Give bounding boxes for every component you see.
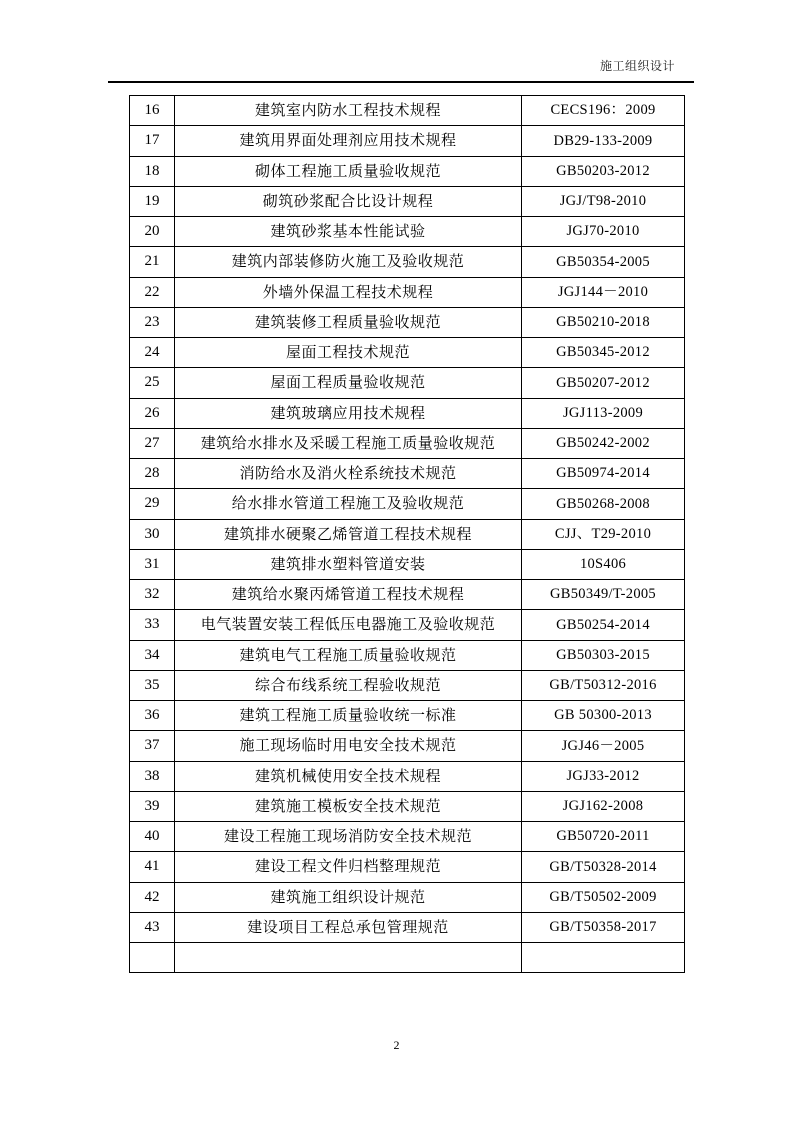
standard-name-cell: 消防给水及消火栓系统技术规范 [175, 459, 522, 489]
standard-name-cell: 建筑工程施工质量验收统一标准 [175, 701, 522, 731]
standard-code-cell: GB/T50312-2016 [522, 670, 685, 700]
row-number-cell: 34 [130, 640, 175, 670]
standard-name-cell: 建筑排水硬聚乙烯管道工程技术规程 [175, 519, 522, 549]
standard-name-cell: 建筑给水排水及采暖工程施工质量验收规范 [175, 428, 522, 458]
standard-name-cell: 建筑玻璃应用技术规程 [175, 398, 522, 428]
table-row [130, 186, 685, 216]
standard-code-cell: DB29-133-2009 [522, 126, 685, 156]
row-number-cell: 42 [130, 882, 175, 912]
row-number-cell: 27 [130, 428, 175, 458]
standard-code-cell: GB/T50502-2009 [522, 882, 685, 912]
table-row [130, 247, 685, 277]
standard-code-cell: GB50974-2014 [522, 459, 685, 489]
standard-code-cell: JGJ46－2005 [522, 731, 685, 761]
standard-name-cell: 建筑装修工程质量验收规范 [175, 307, 522, 337]
row-number-cell: 30 [130, 519, 175, 549]
row-number-cell: 17 [130, 126, 175, 156]
standard-code-cell: JGJ144－2010 [522, 277, 685, 307]
table-row [130, 670, 685, 700]
standard-code-cell: GB50210-2018 [522, 307, 685, 337]
table-row [130, 822, 685, 852]
standard-name-cell: 建筑施工组织设计规范 [175, 882, 522, 912]
standard-name-cell: 建筑电气工程施工质量验收规范 [175, 640, 522, 670]
row-number-cell: 24 [130, 338, 175, 368]
table-row [130, 368, 685, 398]
standard-name-cell: 给水排水管道工程施工及验收规范 [175, 489, 522, 519]
table-row [130, 761, 685, 791]
standard-code-cell: GB50203-2012 [522, 156, 685, 186]
standard-code-cell: CECS196：2009 [522, 96, 685, 126]
standard-name-cell: 砌体工程施工质量验收规范 [175, 156, 522, 186]
row-number-cell: 20 [130, 217, 175, 247]
standard-code-cell: GB50345-2012 [522, 338, 685, 368]
table-row [130, 428, 685, 458]
standard-code-cell: GB50207-2012 [522, 368, 685, 398]
standard-name-cell [175, 943, 522, 973]
standard-name-cell: 外墙外保温工程技术规程 [175, 277, 522, 307]
row-number-cell: 38 [130, 761, 175, 791]
standard-name-cell: 建设工程文件归档整理规范 [175, 852, 522, 882]
row-number-cell: 31 [130, 549, 175, 579]
standard-code-cell: GB50303-2015 [522, 640, 685, 670]
standard-code-cell: GB/T50358-2017 [522, 912, 685, 942]
standard-name-cell: 建筑给水聚丙烯管道工程技术规程 [175, 580, 522, 610]
row-number-cell: 33 [130, 610, 175, 640]
table-row [130, 126, 685, 156]
standard-name-cell: 电气装置安装工程低压电器施工及验收规范 [175, 610, 522, 640]
standard-code-cell: GB50268-2008 [522, 489, 685, 519]
table-row [130, 549, 685, 579]
table-row [130, 459, 685, 489]
standard-code-cell: GB50720-2011 [522, 822, 685, 852]
row-number-cell: 37 [130, 731, 175, 761]
row-number-cell: 39 [130, 791, 175, 821]
table-row [130, 852, 685, 882]
page-number: 2 [393, 1038, 400, 1052]
standard-code-cell: GB/T50328-2014 [522, 852, 685, 882]
table-row [130, 731, 685, 761]
standard-name-cell: 建筑砂浆基本性能试验 [175, 217, 522, 247]
row-number-cell: 21 [130, 247, 175, 277]
row-number-cell [130, 943, 175, 973]
row-number-cell: 23 [130, 307, 175, 337]
row-number-cell: 43 [130, 912, 175, 942]
standard-name-cell: 砌筑砂浆配合比设计规程 [175, 186, 522, 216]
standard-name-cell: 建设工程施工现场消防安全技术规范 [175, 822, 522, 852]
row-number-cell: 22 [130, 277, 175, 307]
standard-code-cell: 10S406 [522, 549, 685, 579]
standard-code-cell: GB50254-2014 [522, 610, 685, 640]
standard-name-cell: 建筑机械使用安全技术规程 [175, 761, 522, 791]
standard-code-cell: CJJ、T29-2010 [522, 519, 685, 549]
table-row [130, 640, 685, 670]
row-number-cell: 26 [130, 398, 175, 428]
row-number-cell: 16 [130, 96, 175, 126]
standard-name-cell: 屋面工程技术规范 [175, 338, 522, 368]
standard-name-cell: 建筑用界面处理剂应用技术规程 [175, 126, 522, 156]
standard-name-cell: 建筑排水塑料管道安装 [175, 549, 522, 579]
row-number-cell: 36 [130, 701, 175, 731]
table-row [130, 277, 685, 307]
row-number-cell: 29 [130, 489, 175, 519]
standard-name-cell: 综合布线系统工程验收规范 [175, 670, 522, 700]
row-number-cell: 41 [130, 852, 175, 882]
standard-code-cell: JGJ162-2008 [522, 791, 685, 821]
table-row [130, 610, 685, 640]
standard-name-cell: 建筑室内防水工程技术规程 [175, 96, 522, 126]
standard-code-cell: JGJ33-2012 [522, 761, 685, 791]
row-number-cell: 19 [130, 186, 175, 216]
row-number-cell: 25 [130, 368, 175, 398]
table-row [130, 217, 685, 247]
standard-name-cell: 建筑施工模板安全技术规范 [175, 791, 522, 821]
standard-code-cell: JGJ70-2010 [522, 217, 685, 247]
table-row [130, 791, 685, 821]
table-row [130, 943, 685, 973]
table-row [130, 307, 685, 337]
standards-table-body [130, 96, 685, 973]
table-row [130, 882, 685, 912]
header-divider [108, 81, 694, 83]
standard-name-cell: 施工现场临时用电安全技术规范 [175, 731, 522, 761]
table-row [130, 398, 685, 428]
standard-code-cell: JGJ/T98-2010 [522, 186, 685, 216]
table-row [130, 338, 685, 368]
table-row [130, 489, 685, 519]
row-number-cell: 18 [130, 156, 175, 186]
standard-code-cell: GB50242-2002 [522, 428, 685, 458]
standards-table [129, 95, 685, 973]
standard-name-cell: 建设项目工程总承包管理规范 [175, 912, 522, 942]
standard-name-cell: 建筑内部装修防火施工及验收规范 [175, 247, 522, 277]
standard-code-cell: JGJ113-2009 [522, 398, 685, 428]
table-row [130, 519, 685, 549]
row-number-cell: 28 [130, 459, 175, 489]
running-header: 施工组织设计 [599, 59, 675, 73]
table-row [130, 96, 685, 126]
table-row [130, 701, 685, 731]
standard-name-cell: 屋面工程质量验收规范 [175, 368, 522, 398]
standard-code-cell: GB50349/T-2005 [522, 580, 685, 610]
table-row [130, 156, 685, 186]
row-number-cell: 35 [130, 670, 175, 700]
standard-code-cell: GB50354-2005 [522, 247, 685, 277]
table-row [130, 912, 685, 942]
table-row [130, 580, 685, 610]
standard-code-cell: GB 50300-2013 [522, 701, 685, 731]
row-number-cell: 40 [130, 822, 175, 852]
standard-code-cell [522, 943, 685, 973]
row-number-cell: 32 [130, 580, 175, 610]
